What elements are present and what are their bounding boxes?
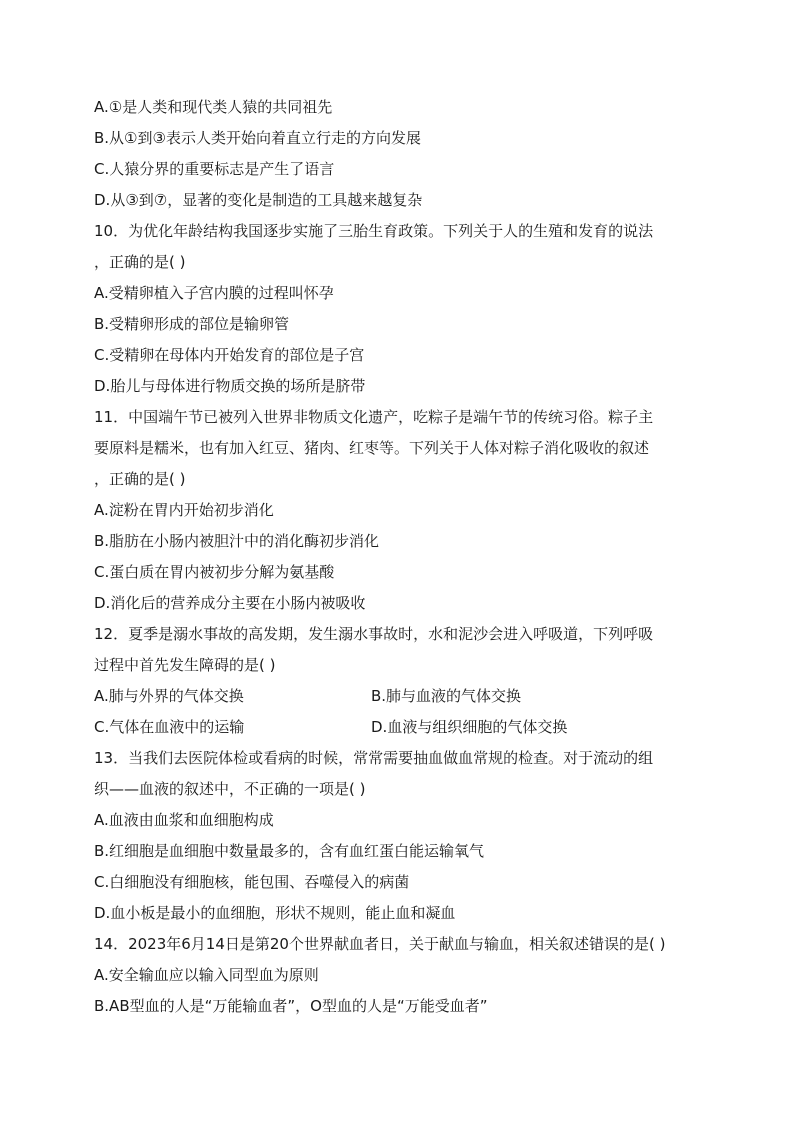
q13-option-b: B.红细胞是血细胞中数量最多的，含有血红蛋白能运输氧气 bbox=[94, 842, 485, 860]
q9-option-a: A.①是人类和现代类人猿的共同祖先 bbox=[94, 98, 333, 116]
q13-option-c: C.白细胞没有细胞核，能包围、吞噬侵入的病菌 bbox=[94, 873, 410, 891]
q12-option-d: D.血液与组织细胞的气体交换 bbox=[371, 718, 568, 736]
q12-options-row-2 bbox=[94, 712, 700, 743]
q10-option-c: C.受精卵在母体内开始发育的部位是子宫 bbox=[94, 346, 365, 364]
q10-option-a: A.受精卵植入子宫内膜的过程叫怀孕 bbox=[94, 284, 334, 302]
q10-stem-line-1: 10．为优化年龄结构我国逐步实施了三胎生育政策。下列关于人的生殖和发育的说法 bbox=[94, 222, 654, 240]
q11-option-a: A.淀粉在胃内开始初步消化 bbox=[94, 501, 274, 519]
q13-stem-line-1: 13．当我们去医院体检或看病的时候，常常需要抽血做血常规的检查。对于流动的组 bbox=[94, 749, 654, 767]
q14-stem-line-1: 14．2023年6月14日是第20个世界献血者日，关于献血与输血，相关叙述错误的是( ) bbox=[94, 935, 666, 953]
question-content bbox=[94, 92, 700, 1022]
q13-stem-line-2: 织——血液的叙述中，不正确的一项是( ) bbox=[94, 780, 366, 798]
q14-option-a: A.安全输血应以输入同型血为原则 bbox=[94, 966, 319, 984]
q11-option-d: D.消化后的营养成分主要在小肠内被吸收 bbox=[94, 594, 366, 612]
q9-option-b: B.从①到③表示人类开始向着直立行走的方向发展 bbox=[94, 129, 421, 147]
q12-option-c: C.气体在血液中的运输 bbox=[94, 718, 245, 736]
q12-options-row-1 bbox=[94, 681, 700, 712]
q12-option-b: B.肺与血液的气体交换 bbox=[371, 687, 522, 705]
q9-option-d: D.从③到⑦，显著的变化是制造的工具越来越复杂 bbox=[94, 191, 423, 209]
q12-stem-line-2: 过程中首先发生障碍的是( ) bbox=[94, 656, 276, 674]
q11-option-c: C.蛋白质在胃内被初步分解为氨基酸 bbox=[94, 563, 335, 581]
q10-option-b: B.受精卵形成的部位是输卵管 bbox=[94, 315, 290, 333]
q11-stem-line-3: ，正确的是( ) bbox=[94, 470, 186, 488]
q12-stem-line-1: 12．夏季是溺水事故的高发期，发生溺水事故时，水和泥沙会进入呼吸道，下列呼吸 bbox=[94, 625, 654, 643]
q10-option-d: D.胎儿与母体进行物质交换的场所是脐带 bbox=[94, 377, 366, 395]
q11-stem-line-2: 要原料是糯米，也有加入红豆、猪肉、红枣等。下列关于人体对粽子消化吸收的叙述 bbox=[94, 439, 650, 457]
q9-option-c: C.人猿分界的重要标志是产生了语言 bbox=[94, 160, 335, 178]
q12-option-a: A.肺与外界的气体交换 bbox=[94, 687, 244, 705]
q11-stem-line-1: 11．中国端午节已被列入世界非物质文化遗产，吃粽子是端午节的传统习俗。粽子主 bbox=[94, 408, 654, 426]
q10-stem-line-2: ，正确的是( ) bbox=[94, 253, 186, 271]
q14-option-b: B.AB型血的人是“万能输血者”，O型血的人是“万能受血者” bbox=[94, 997, 488, 1015]
q13-option-a: A.血液由血浆和血细胞构成 bbox=[94, 811, 274, 829]
q11-option-b: B.脂肪在小肠内被胆汁中的消化酶初步消化 bbox=[94, 532, 380, 550]
q13-option-d: D.血小板是最小的血细胞，形状不规则，能止血和凝血 bbox=[94, 904, 456, 922]
